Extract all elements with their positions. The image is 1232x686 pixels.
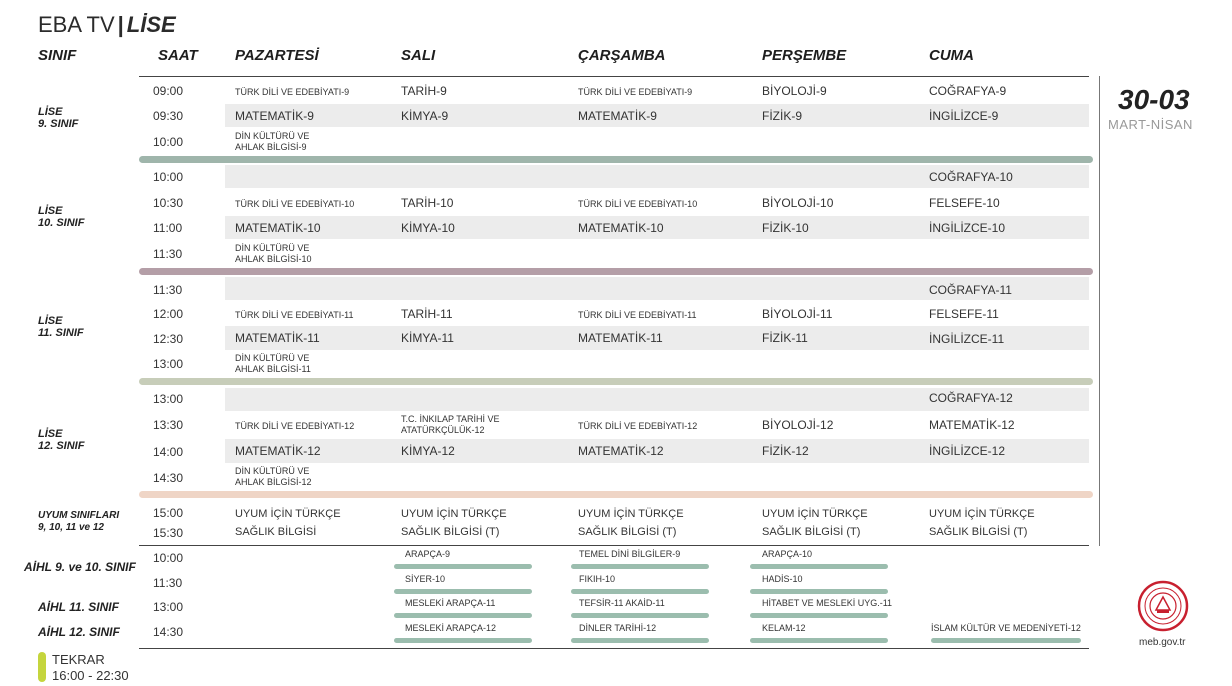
schedule-cell: TARİH-11 [401,307,453,321]
aihl-course: KELAM-12 [762,623,806,633]
time-label: 10:00 [153,551,184,565]
aihl-bar [750,564,888,569]
aihl-group-12: AİHL 12. SINIF [38,625,120,639]
schedule-cell: TÜRK DİLİ VE EDEBİYATI-11 [578,310,697,320]
header-cuma: CUMA [929,47,974,64]
time-label: 10:30 [153,196,184,210]
schedule-cell: MATEMATİK-11 [235,331,320,345]
time-label: 13:00 [153,357,184,371]
schedule-cell: İNGİLİZCE-10 [929,221,1006,235]
aihl-group-11: AİHL 11. SINIF [38,600,119,614]
aihl-course: MESLEKİ ARAPÇA-12 [405,623,497,633]
aihl-course: HİTABET VE MESLEKİ UYG.-11 [762,598,893,608]
aihl-course: SİYER-10 [405,574,446,584]
schedule-cell: COĞRAFYA-10 [929,170,1013,184]
schedule-cell: DİN KÜLTÜRÜ VE AHLAK BİLGİSİ-10 [235,243,312,264]
aihl-bar [394,613,532,618]
aihl-course: ARAPÇA-9 [405,549,451,559]
time-label: 13:30 [153,418,184,432]
aihl-course: TEFSİR-11 AKAİD-11 [579,598,665,608]
schedule-cell: İNGİLİZCE-12 [929,444,1006,458]
schedule-cell: COĞRAFYA-9 [929,84,1007,98]
aihl-bar [750,613,888,618]
schedule-cell: KİMYA-9 [401,109,449,123]
time-label: 12:30 [153,332,184,346]
schedule-cell: DİN KÜLTÜRÜ VE AHLAK BİLGİSİ-9 [235,131,310,152]
aihl-bar [571,564,709,569]
page-title [38,12,176,38]
schedule-cell: SAĞLIK BİLGİSİ [235,526,317,538]
header-rule [139,76,1089,77]
site-url[interactable]: meb.gov.tr [1139,637,1186,648]
schedule-cell: FİZİK-11 [762,331,808,345]
schedule-cell: BİYOLOJİ-11 [762,307,833,321]
schedule-cell: FİZİK-12 [762,444,809,458]
header-sinif: SINIF [38,47,77,64]
time-label: 11:30 [153,247,183,261]
schedule-cell: MATEMATİK-12 [578,444,664,458]
schedule-cell: FİZİK-10 [762,221,809,235]
schedule-cell: TÜRK DİLİ VE EDEBİYATI-10 [578,199,698,209]
title-sub: LİSE [126,12,176,37]
header-pazartesi: PAZARTESİ [235,47,319,64]
title-separator: | [117,12,124,37]
schedule-cell: TARİH-10 [401,196,454,210]
grade-10-label: LİSE 10. SINIF [38,205,85,229]
time-label: 13:00 [153,600,184,614]
aihl-group-9-10: AİHL 9. ve 10. SINIF [24,560,136,574]
time-label: 10:00 [153,135,184,149]
schedule-cell: MATEMATİK-12 [929,418,1015,432]
time-label: 09:00 [153,84,184,98]
schedule-cell: DİN KÜLTÜRÜ VE AHLAK BİLGİSİ-12 [235,466,312,487]
aihl-course: ARAPÇA-10 [762,549,813,559]
aihl-course: TEMEL DİNİ BİLGİLER-9 [579,549,681,559]
schedule-cell: MATEMATİK-11 [578,331,663,345]
schedule-cell: MATEMATİK-9 [578,109,657,123]
aihl-course: HADİS-10 [762,574,803,584]
schedule-cell: FELSEFE-10 [929,196,1000,210]
grade-divider [139,156,1093,163]
grade-11-label: LİSE 11. SINIF [38,315,84,339]
aihl-bar [394,589,532,594]
aihl-bar [931,638,1081,643]
time-label: 14:30 [153,625,184,639]
time-label: 09:30 [153,109,184,123]
uyum-label: UYUM SINIFLARI 9, 10, 11 ve 12 [38,510,120,533]
schedule-cell: MATEMATİK-10 [578,221,664,235]
schedule-cell: BİYOLOJİ-10 [762,196,834,210]
grade-divider [139,378,1093,385]
schedule-cell: İNGİLİZCE-11 [929,332,1005,346]
schedule-cell: UYUM İÇİN TÜRKÇE [578,508,684,520]
date-range: 30-03 [1118,84,1190,115]
schedule-cell: KİMYA-11 [401,331,454,345]
time-label: 13:00 [153,392,184,406]
aihl-bar [394,564,532,569]
tekrar-label: TEKRAR [52,652,105,667]
time-label: 15:00 [153,506,184,520]
schedule-cell: FELSEFE-11 [929,307,999,321]
right-divider [1099,76,1100,546]
aihl-course: MESLEKİ ARAPÇA-11 [405,598,496,608]
schedule-cell: UYUM İÇİN TÜRKÇE [929,508,1035,520]
schedule-cell: UYUM İÇİN TÜRKÇE [235,508,341,520]
time-label: 14:30 [153,471,184,485]
grade-12-label: LİSE 12. SINIF [38,428,85,452]
aihl-bar [750,638,888,643]
schedule-cell: FİZİK-9 [762,109,803,123]
time-label: 14:00 [153,445,184,459]
grade-9-label: LİSE 9. SINIF [38,106,79,130]
schedule-cell: TÜRK DİLİ VE EDEBİYATI-11 [235,310,354,320]
schedule-cell: KİMYA-12 [401,444,455,458]
time-label: 11:30 [153,576,183,590]
title-main: EBA TV [38,12,115,37]
aihl-bar [571,613,709,618]
grade-divider [139,491,1093,498]
schedule-cell: SAĞLIK BİLGİSİ (T) [578,526,677,538]
uyum-rule [139,545,1089,546]
header-carsamba: ÇARŞAMBA [578,47,666,64]
schedule-cell: TARİH-9 [401,84,447,98]
schedule-cell: TÜRK DİLİ VE EDEBİYATI-10 [235,199,355,209]
schedule-cell: BİYOLOJİ-12 [762,418,834,432]
schedule-cell: SAĞLIK BİLGİSİ (T) [929,526,1028,538]
schedule-cell: T.C. İNKILAP TARİHİ VE ATATÜRKÇÜLÜK-12 [401,414,500,435]
aihl-course: İSLAM KÜLTÜR VE MEDENİYETİ-12 [931,623,1081,633]
schedule-cell: SAĞLIK BİLGİSİ (T) [401,526,500,538]
aihl-course: DİNLER TARİHİ-12 [579,623,657,633]
grade-divider [139,268,1093,275]
aihl-rule [139,648,1089,649]
schedule-cell: TÜRK DİLİ VE EDEBİYATI-9 [578,87,693,97]
schedule-cell: TÜRK DİLİ VE EDEBİYATI-12 [578,421,698,431]
schedule-cell: KİMYA-10 [401,221,455,235]
header-persembe: PERŞEMBE [762,47,847,64]
header-sali: SALI [401,47,436,64]
time-label: 10:00 [153,170,184,184]
tekrar-time: 16:00 - 22:30 [52,668,129,683]
schedule-cell: COĞRAFYA-11 [929,283,1012,297]
schedule-cell: MATEMATİK-10 [235,221,321,235]
tekrar-info [52,652,129,684]
schedule-cell: UYUM İÇİN TÜRKÇE [401,508,507,520]
schedule-cell: MATEMATİK-9 [235,109,314,123]
schedule-cell: BİYOLOJİ-9 [762,84,827,98]
schedule-cell: SAĞLIK BİLGİSİ (T) [762,526,861,538]
schedule-cell: UYUM İÇİN TÜRKÇE [762,508,868,520]
schedule-cell: MATEMATİK-12 [235,444,321,458]
aihl-bar [750,589,888,594]
time-label: 11:00 [153,221,183,235]
aihl-course: FIKIH-10 [579,574,616,584]
date-months: MART-NİSAN [1108,117,1193,132]
time-label: 11:30 [153,283,183,297]
tekrar-marker [38,652,46,682]
schedule-cell: COĞRAFYA-12 [929,391,1013,405]
aihl-bar [571,589,709,594]
schedule-cell: TÜRK DİLİ VE EDEBİYATI-9 [235,87,350,97]
header-saat: SAAT [158,47,198,64]
schedule-cell: TÜRK DİLİ VE EDEBİYATI-12 [235,421,355,431]
time-label: 12:00 [153,307,184,321]
aihl-bar [571,638,709,643]
schedule-cell: İNGİLİZCE-9 [929,109,999,123]
time-label: 15:30 [153,526,184,540]
schedule-cell: DİN KÜLTÜRÜ VE AHLAK BİLGİSİ-11 [235,353,311,374]
aihl-bar [394,638,532,643]
meb-logo [1137,580,1189,632]
